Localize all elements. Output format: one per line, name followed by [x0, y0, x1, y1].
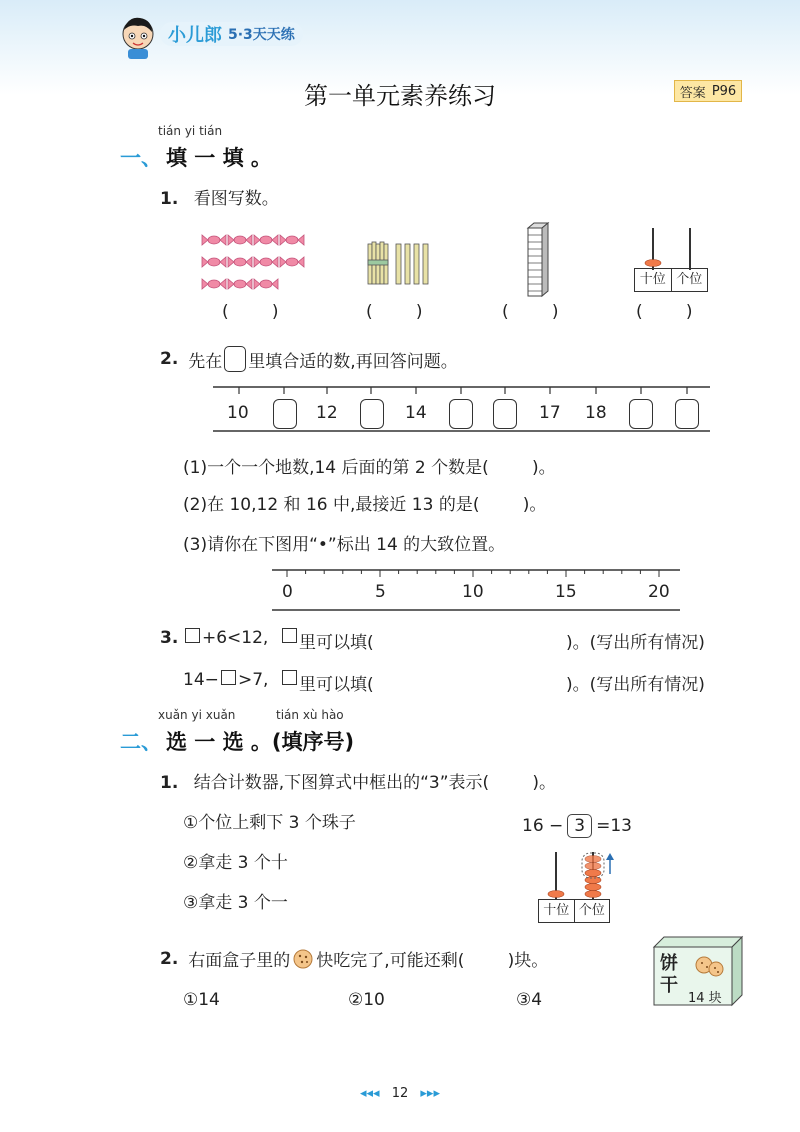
section2-pinyin-1: xuǎn yi xuǎn: [158, 708, 236, 722]
numline-label-12: 12: [316, 403, 338, 423]
s1-q3-line2-end[interactable]: )。(写出所有情况): [566, 675, 705, 695]
mascot-icon: [118, 14, 158, 60]
s1-q1-blank-4[interactable]: ( ): [636, 302, 693, 322]
s1-q1-number: 1.: [160, 189, 179, 209]
s1-q2-text-before: 先在: [188, 351, 223, 372]
abacus-q1-tens-label: 十位: [635, 269, 672, 291]
s2-q1-option-2[interactable]: ②拿走 3 个十: [183, 853, 288, 873]
next-arrows-icon: ▸▸▸: [420, 1086, 440, 1101]
ruler-0-20[interactable]: [272, 568, 680, 612]
brand-series: 5·3天天练: [228, 27, 295, 43]
candy-icon-group: [200, 228, 310, 296]
numline-label-18: 18: [585, 403, 607, 423]
biscuit-box-count: 14 块: [688, 991, 722, 1006]
equation-left: 16 −: [522, 816, 564, 836]
numline-answer-box-3[interactable]: [449, 399, 473, 429]
sticks-icon-group: [366, 240, 436, 288]
s1-q2-number: 2.: [160, 349, 179, 369]
s1-q2-sub1: (1)一个一个地数,14 后面的第 2 个数是( )。: [183, 458, 556, 478]
s1-q2-sub2: (2)在 10,12 和 16 中,最接近 13 的是( )。: [183, 495, 547, 515]
numline-label-14: 14: [405, 403, 427, 423]
s2-q1-option-1[interactable]: ①个位上剩下 3 个珠子: [183, 813, 356, 833]
page-title: 第一单元素养练习: [304, 82, 496, 110]
s1-q2-prompt: [160, 346, 458, 372]
abacus-q1-ones-label: 个位: [676, 272, 703, 287]
answer-reference: [674, 80, 742, 102]
ruler-label-0: 0: [282, 582, 293, 602]
s1-q3-line2-prefix: 14−: [183, 670, 219, 690]
s1-q3-number: 3.: [160, 628, 179, 648]
numline-answer-box-4[interactable]: [493, 399, 517, 429]
s2-q2-text-before: 右面盒子里的: [188, 951, 291, 971]
numline-answer-box-1[interactable]: [273, 399, 297, 429]
s2-q2-option-2[interactable]: ②10: [348, 990, 385, 1010]
section2-number: 二、: [120, 730, 162, 754]
abacus-q2: [538, 850, 610, 922]
s2-q2-text-after: 快吃完了,可能还剩( )块。: [316, 951, 549, 971]
section1-heading: [120, 142, 272, 172]
s1-q3-line2-mid: 里可以填(: [299, 675, 374, 695]
blank-square-icon: [185, 628, 200, 643]
answer-label: 答案: [679, 85, 706, 101]
s2-q2-option-1[interactable]: ①14: [183, 990, 220, 1010]
s1-q3-line1-expr: +6<12,: [202, 628, 269, 648]
s1-q1-blank-3[interactable]: ( ): [502, 302, 559, 322]
numline-answer-box-6[interactable]: [675, 399, 699, 429]
equation: [522, 814, 632, 838]
ruler-label-5: 5: [375, 582, 386, 602]
number-line-boxes: [213, 385, 710, 433]
equation-boxed-3: 3: [567, 814, 592, 838]
abacus-rods-icon: [634, 226, 708, 270]
answer-page: P96: [711, 83, 737, 99]
s1-q1-blank-1[interactable]: ( ): [222, 302, 279, 322]
s1-q3-line1: [160, 628, 760, 652]
s2-q1-number: 1.: [160, 773, 179, 793]
ruler-label-10: 10: [462, 582, 484, 602]
abacus-q1: [634, 226, 708, 292]
numline-label-17: 17: [539, 403, 561, 423]
answer-box-icon: [224, 346, 246, 372]
prev-arrows-icon: ◂◂◂: [360, 1086, 380, 1101]
biscuit-box: [652, 935, 742, 1005]
s2-q2-prompt: [160, 946, 548, 971]
s1-q3-line1-mid: 里可以填(: [299, 633, 374, 653]
blank-square-icon: [282, 670, 297, 685]
section1-pinyin: tián yi tián: [158, 124, 223, 138]
abacus-beads-icon: [538, 850, 618, 900]
abacus-q2-ones-label: 个位: [578, 903, 605, 918]
page-footer: [0, 1086, 800, 1101]
section1-number: 一、: [120, 146, 162, 170]
ruler-label-20: 20: [648, 582, 670, 602]
s1-q3-line2: [183, 670, 763, 694]
s1-q1-prompt: [160, 184, 279, 209]
section2-title: 选 一 选 。(填序号): [166, 730, 355, 754]
s2-q1-option-3[interactable]: ③拿走 3 个一: [183, 893, 288, 913]
s1-q2-sub3: (3)请你在下图用“•”标出 14 的大致位置。: [183, 535, 506, 555]
numline-answer-box-5[interactable]: [629, 399, 653, 429]
numline-label-10: 10: [227, 403, 249, 423]
abacus-q2-tens-label: 十位: [539, 900, 575, 922]
blank-square-icon: [221, 670, 236, 685]
cookie-icon: [292, 948, 314, 970]
abacus-q2-base: [538, 899, 610, 923]
blank-square-icon: [282, 628, 297, 643]
s2-q1-prompt: [160, 768, 556, 793]
numline-answer-box-2[interactable]: [360, 399, 384, 429]
s2-q2-number: 2.: [160, 948, 179, 969]
s1-q2-text-after: 里填合适的数,再回答问题。: [248, 351, 458, 372]
section2-pinyin-2: tián xù hào: [276, 708, 344, 722]
section2-heading: [120, 726, 354, 756]
page-number: 12: [391, 1086, 409, 1101]
cube-stack-icon: [524, 222, 552, 298]
biscuit-box-label-1: 饼: [660, 953, 678, 974]
s1-q1-text: 看图写数。: [193, 189, 279, 209]
brand-logo: [160, 22, 303, 46]
s1-q3-line2-expr: >7,: [238, 670, 269, 690]
s1-q3-line1-end[interactable]: )。(写出所有情况): [566, 633, 705, 653]
equation-right: =13: [596, 816, 632, 836]
s1-q1-blank-2[interactable]: ( ): [366, 302, 423, 322]
s2-q1-text: 结合计数器,下图算式中框出的“3”表示( )。: [193, 773, 557, 793]
abacus-q1-base: [634, 268, 708, 292]
brand-name: 小儿郎: [168, 25, 222, 46]
ruler-label-15: 15: [555, 582, 577, 602]
section1-title: 填 一 填 。: [166, 146, 272, 170]
s2-q2-option-3[interactable]: ③4: [516, 990, 543, 1010]
biscuit-box-label-2: 干: [660, 975, 678, 996]
